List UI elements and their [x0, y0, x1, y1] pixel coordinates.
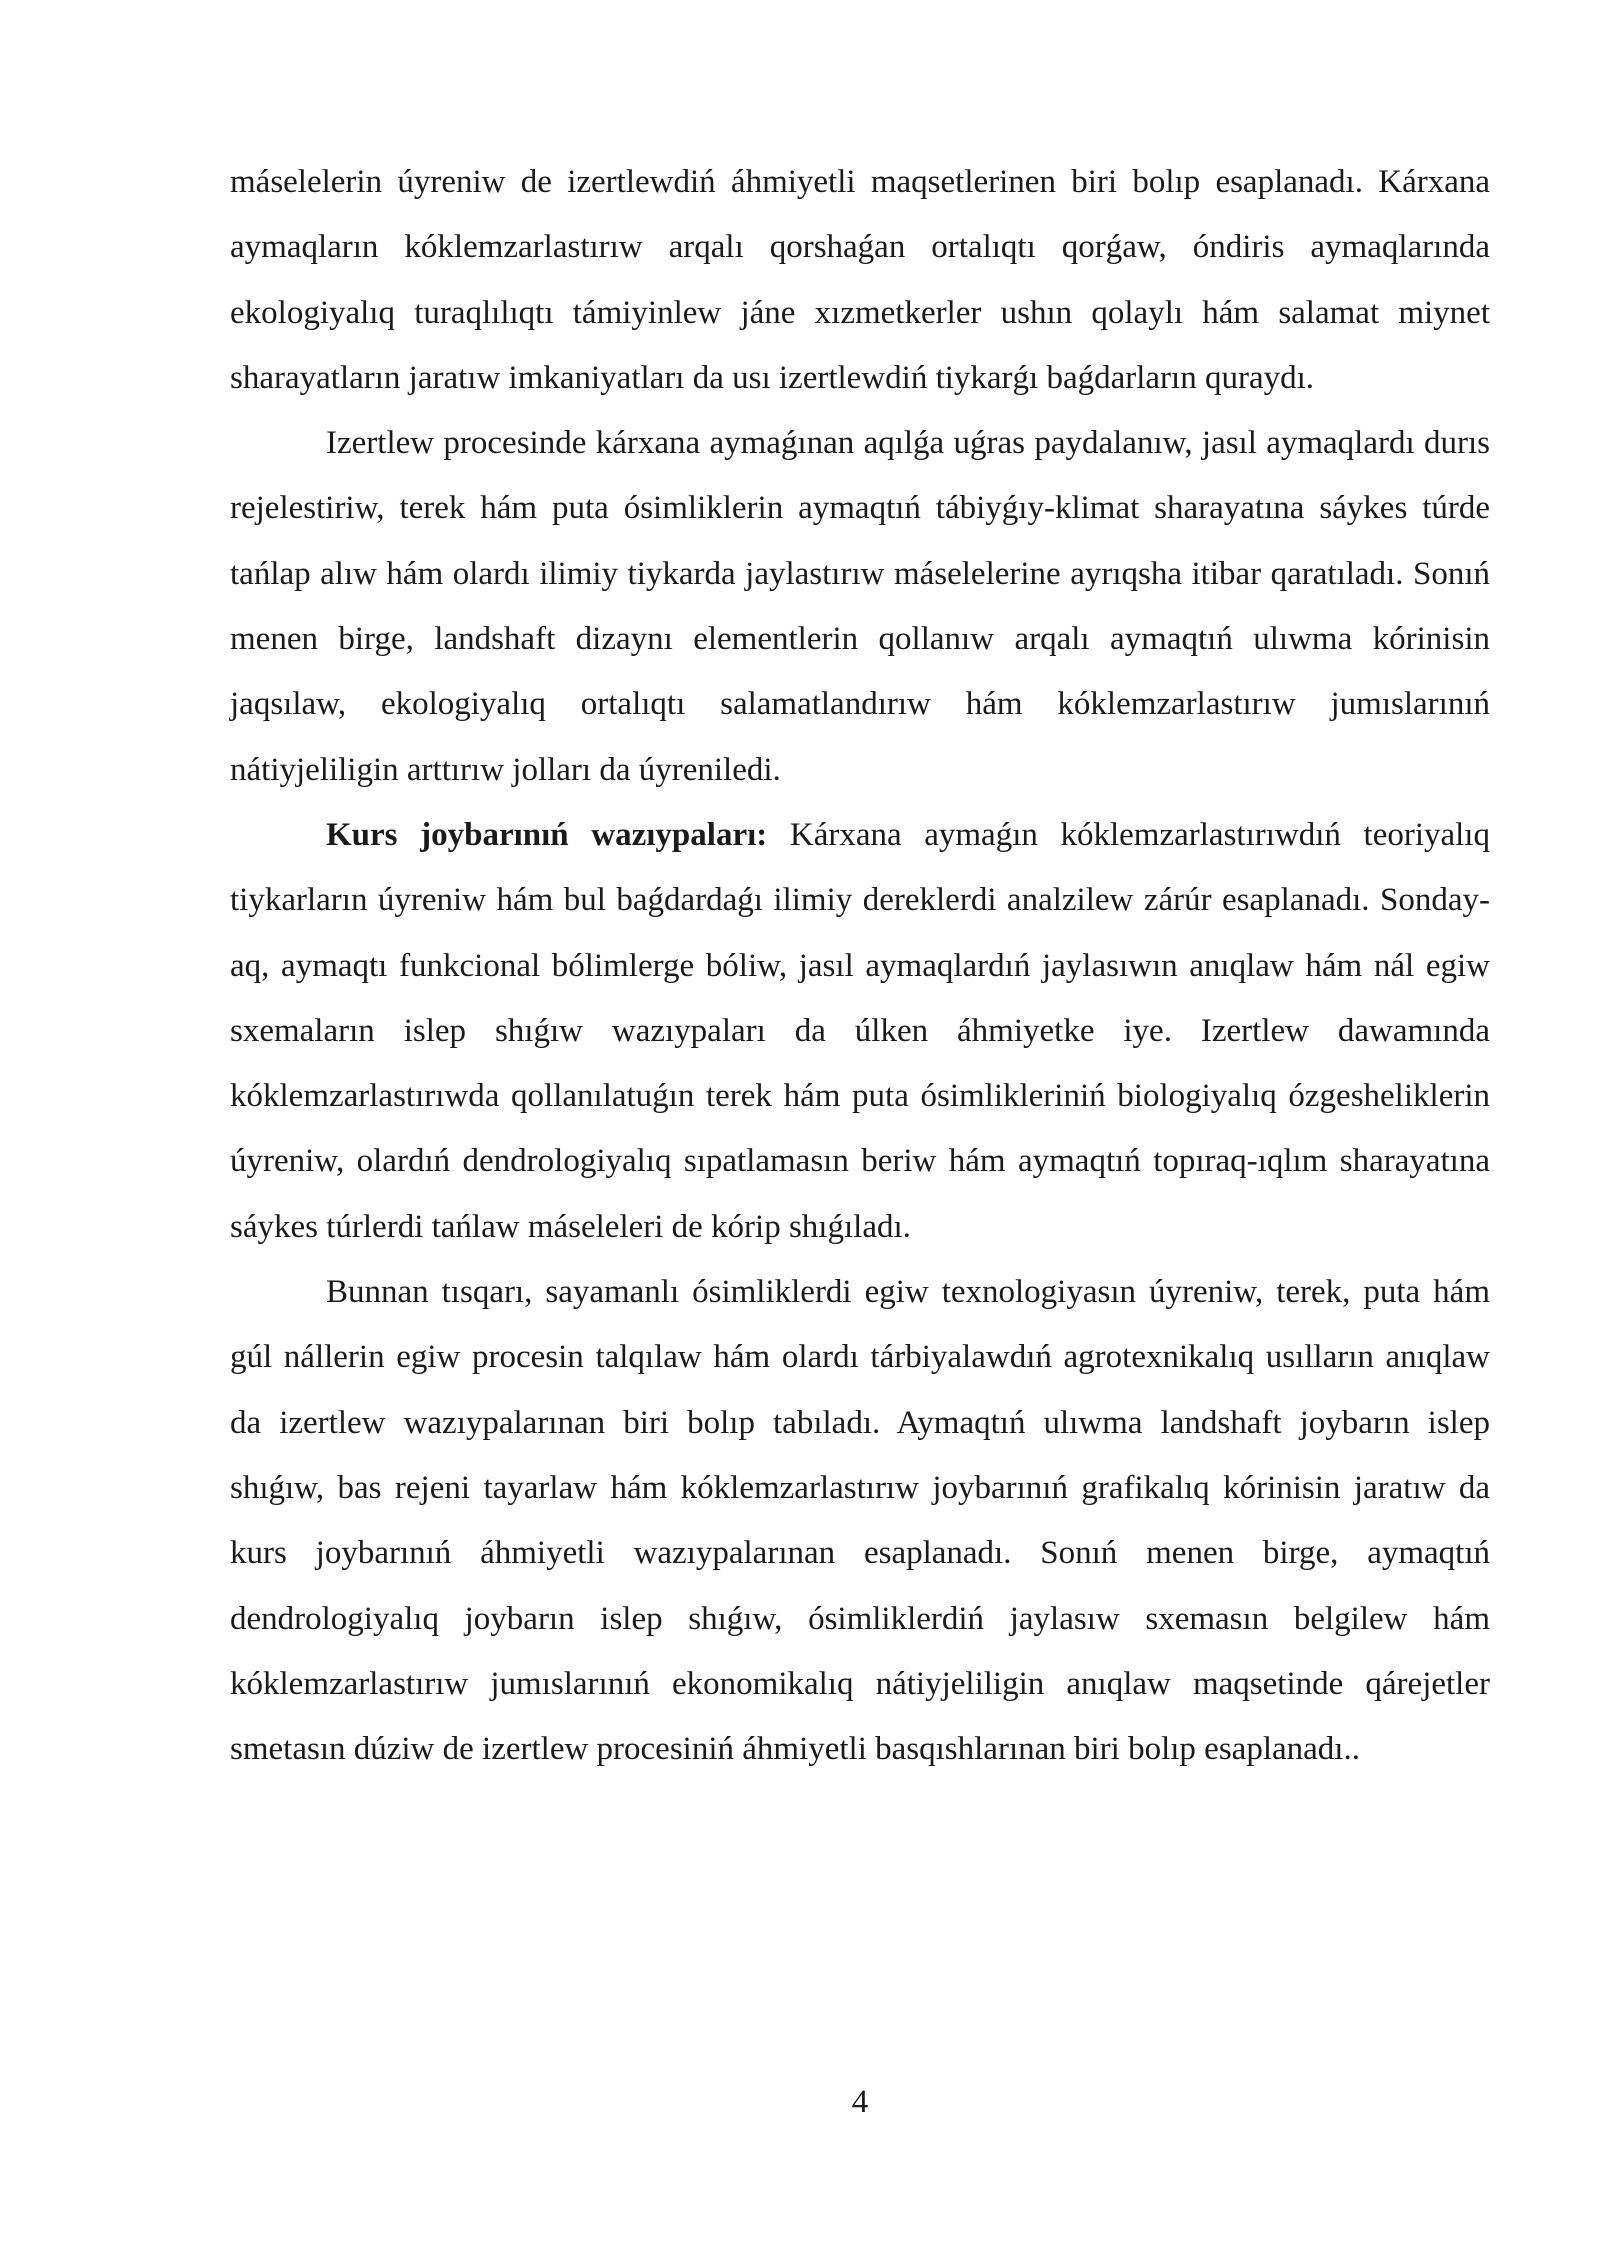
document-body [230, 150, 1490, 1782]
page-number: 4 [851, 2084, 869, 2120]
paragraph-project-tasks [230, 803, 1490, 1260]
paragraph-lead-heading: Kurs joybarınıń wazıypaları: [326, 816, 768, 853]
paragraph-research-process: Izertlew procesinde kárxana aymaǵınan aqılǵa uǵras paydalanıw, jasıl aymaqlardı durıs rejelestiriw, terek hám puta ósimliklerin aymaqtıń tábiyǵıy-klimat sharayatına sáykes túrde tańlap alıw hám olardı ilimiy tiykarda jaylastırıw máselelerine ayrıqsha itibar qaratıladı. Sonıń menen birge, landshaft dizaynı elementlerin qollanıw arqalı aymaqtıń ulıwma kórinisin jaqsılaw, ekologiyalıq ortalıqtı salamatlandırıw hám kóklemzarlastırıw jumıslarınıń nátiyjeliligin arttırıw jolları da úyreniledi. [230, 425, 1490, 788]
paragraph-additional-tasks: Bunnan tısqarı, sayamanlı ósimliklerdi egiw texnologiyasın úyreniw, terek, puta hám gúl nállerin egiw procesin talqılaw hám olardı tárbiyalawdıń agrotexnikalıq usılların anıqlaw da izertlew wazıypalarınan biri bolıp tabıladı. Aymaqtıń ulıwma landshaft joybarın islep shıǵıw, bas rejeni tayarlaw hám kóklemzarlastırıw joybarınıń grafikalıq kórinisin jaratıw da kurs joybarınıń áhmiyetli wazıypalarınan esaplanadı. Sonıń menen birge, aymaqtıń dendrologiyalıq joybarın islep shıǵıw, ósimliklerdiń jaylasıw sxemasın belgilew hám kóklemzarlastırıw jumıslarınıń ekonomikalıq nátiyjeliligin anıqlaw maqsetinde qárejetler smetasın dúziw de izertlew procesiniń áhmiyetli basqıshlarınan biri bolıp esaplanadı.. [230, 1274, 1490, 1768]
paragraph-project-tasks-text: Kárxana aymaǵın kóklemzarlastırıwdıń teoriyalıq tiykarların úyreniw hám bul baǵdardaǵı ilimiy dereklerdi analzilew zárúr esaplanadı. Sonday-aq, aymaqtı funkcional bólimlerge bóliw, jasıl aymaqlardıń jaylasıwın anıqlaw hám nál egiw sxemaların islep shıǵıw wazıypaları da úlken áhmiyetke iye. Izertlew dawamında kóklemzarlastırıwda qollanılatuǵın terek hám puta ósimlikleriniń biologiyalıq ózgesheliklerin úyreniw, olardıń dendrologiyalıq sıpatlamasın beriw hám aymaqtıń topıraq-ıqlım sharayatına sáykes túrlerdi tańlaw máseleleri de kórip shıǵıladı. [230, 816, 1490, 1245]
paragraph-continuation: máselelerin úyreniw de izertlewdiń áhmiyetli maqsetlerinen biri bolıp esaplanadı. Kárxana aymaqların kóklemzarlastırıw arqalı qorshaǵan ortalıqtı qorǵaw, óndiris aymaqlarında ekologiyalıq turaqlılıqtı támiyinlew jáne xızmetkerler ushın qolaylı hám salamat miynet sharayatların jaratıw imkaniyatları da usı izertlewdiń tiykarǵı baǵdarların quraydı. [230, 164, 1490, 396]
